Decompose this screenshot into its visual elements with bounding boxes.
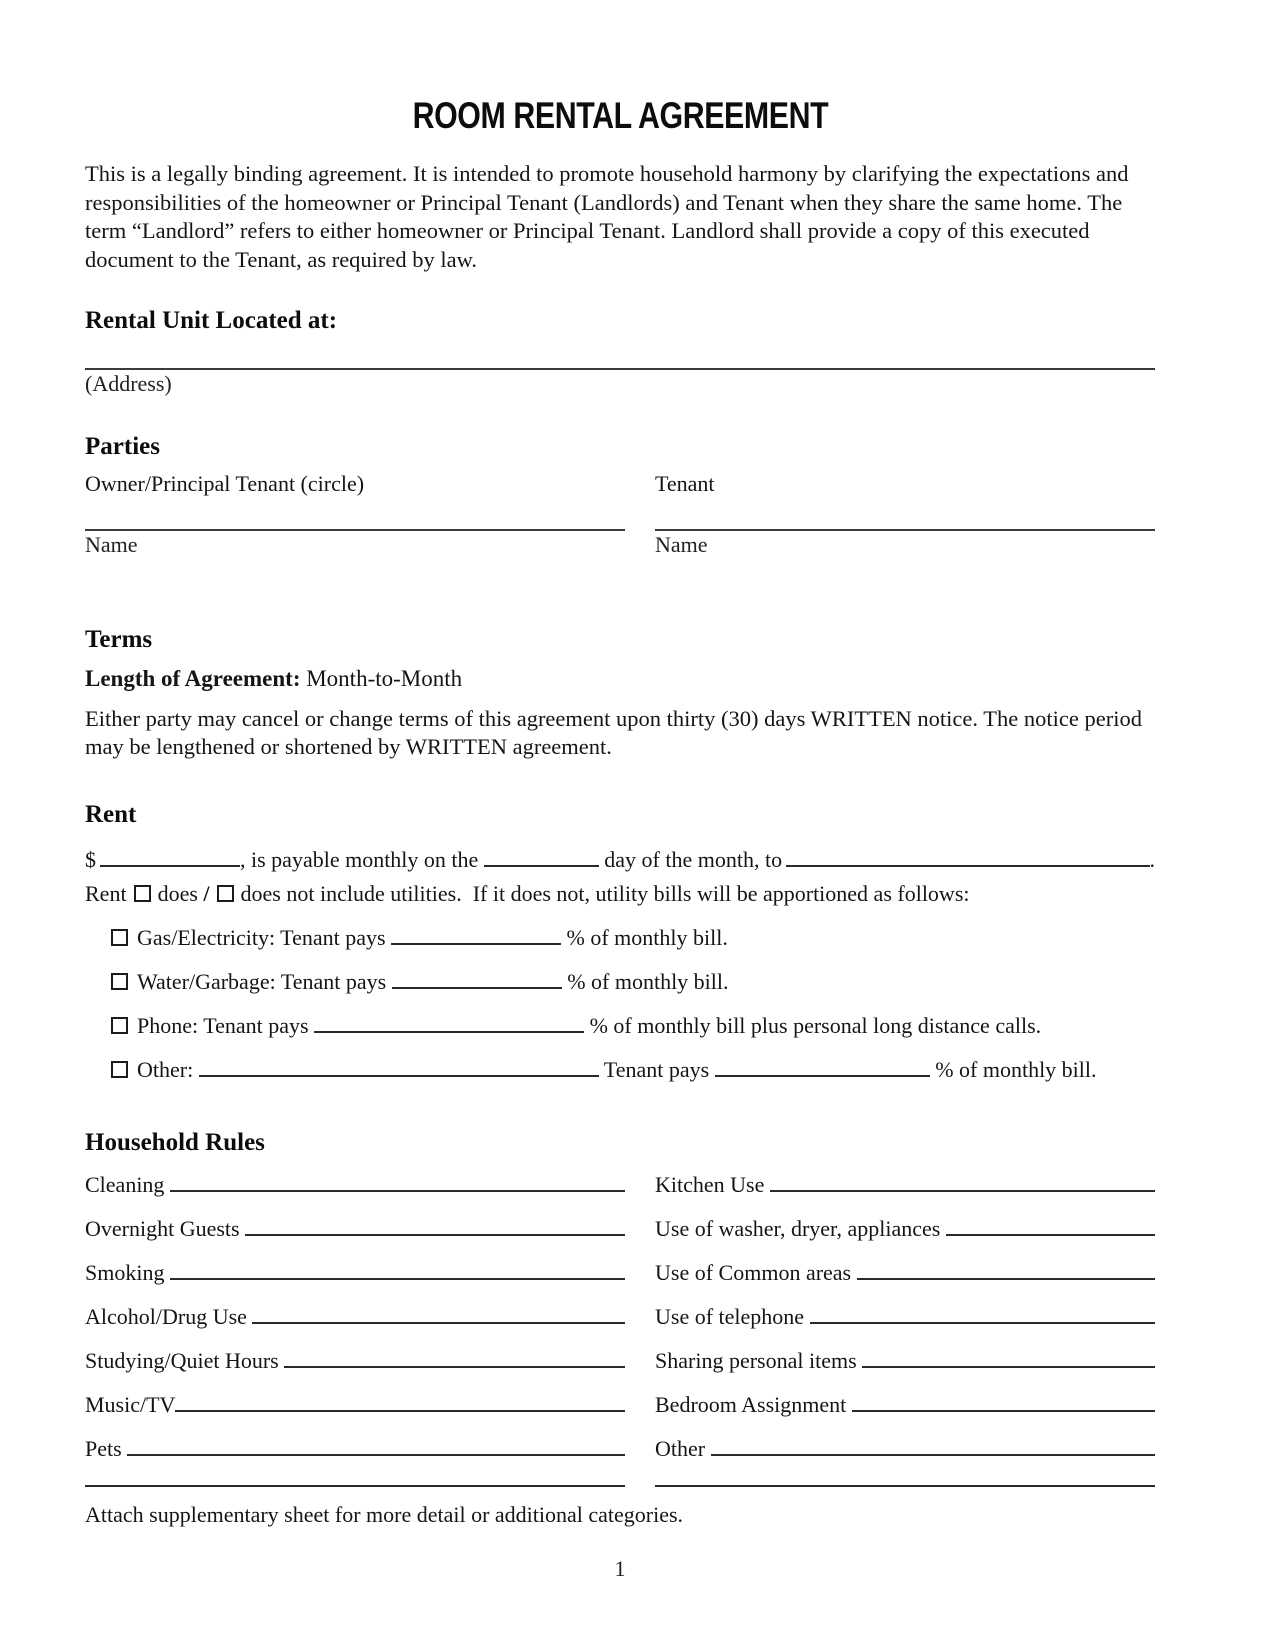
sharing-personal-items-label: Sharing personal items [655, 1347, 863, 1373]
sharing-personal-items-field[interactable] [862, 1366, 1155, 1368]
extra-lines-row [85, 1485, 1155, 1489]
household-row [85, 1435, 1155, 1459]
washer-dryer-appliances-field[interactable] [946, 1234, 1155, 1236]
tenant-label: Tenant [655, 471, 715, 496]
utilities-does-label: does [157, 880, 204, 906]
document-title: ROOM RENTAL AGREEMENT [412, 95, 828, 136]
utilities-slash: / [203, 880, 210, 906]
page-number: 1 [614, 1555, 626, 1581]
water-suffix: % of monthly bill. [561, 968, 729, 994]
household-rules-section [85, 1128, 1155, 1529]
party-labels-row [85, 470, 1155, 499]
rent-day-text: day of the month, to [598, 846, 783, 872]
telephone-use-label: Use of telephone [655, 1303, 810, 1329]
terms-heading: Terms [85, 625, 153, 653]
parties-heading: Parties [85, 433, 160, 460]
smoking-label: Smoking [85, 1259, 170, 1285]
rental-unit-heading: Rental Unit Located at: [85, 307, 338, 334]
name-lines-row [85, 499, 1155, 559]
column-gap [625, 1259, 655, 1283]
household-row [85, 1347, 1155, 1371]
phone-label: Phone: Tenant pays [137, 1012, 315, 1038]
length-label: Length of Agreement: [85, 665, 301, 691]
title-wrap [85, 96, 1155, 136]
other-suffix: % of monthly bill. [929, 1056, 1097, 1082]
washer-dryer-appliances-label: Use of washer, dryer, appliances [655, 1215, 946, 1241]
household-row [85, 1259, 1155, 1283]
other-rule-label: Other [655, 1435, 711, 1461]
utilities-prefix: Rent [85, 880, 127, 906]
kitchen-use-label: Kitchen Use [655, 1171, 770, 1197]
address-caption: (Address) [85, 371, 172, 396]
household-row [85, 1391, 1155, 1415]
intro-paragraph: This is a legally binding agreement. It is intended to promote household harmony by clarifying the expectations and responsibilities of the homeowner or Principal Tenant (Landlords) and Tenant when they share the same home. The term “Landlord” refers to either homeowner or Principal Tenant. Landlord shall provide a copy of this executed document to the Tenant, as required by law. [85, 161, 1129, 272]
column-gap [625, 1485, 655, 1489]
column-gap [625, 1435, 655, 1459]
smoking-field[interactable] [170, 1278, 625, 1280]
column-gap [625, 499, 655, 559]
alcohol-drug-use-field[interactable] [252, 1322, 625, 1324]
utility-item-other [111, 1056, 1155, 1080]
other-checkbox[interactable] [111, 1061, 128, 1078]
rent-payable-text: , is payable monthly on the [240, 846, 484, 872]
utilities-does-not-label: does not include utilities. If it does not, utility bills will be apportioned as follows: [240, 880, 970, 906]
utility-item-water [111, 968, 1155, 992]
utilities-line [85, 880, 1155, 904]
column-gap [625, 470, 655, 499]
rent-section [85, 800, 1155, 1080]
column-gap [625, 1171, 655, 1195]
water-label: Water/Garbage: Tenant pays [137, 968, 392, 994]
household-row [85, 1171, 1155, 1195]
phone-checkbox[interactable] [111, 1017, 128, 1034]
rent-amount-field[interactable] [100, 865, 240, 867]
extra-left-field[interactable] [85, 1485, 625, 1487]
common-areas-label: Use of Common areas [655, 1259, 857, 1285]
phone-suffix: % of monthly bill plus personal long distance calls. [584, 1012, 1042, 1038]
common-areas-field[interactable] [857, 1278, 1155, 1280]
rental-unit-section [85, 306, 1155, 398]
water-percent-field[interactable] [392, 987, 562, 989]
tenant-name-caption: Name [655, 531, 708, 557]
column-gap [625, 1347, 655, 1371]
utility-item-gas [111, 924, 1155, 948]
rent-does-not-checkbox[interactable] [217, 885, 234, 902]
gas-suffix: % of monthly bill. [561, 924, 728, 950]
length-of-agreement-line [85, 665, 1155, 693]
notice-paragraph: Either party may cancel or change terms of this agreement upon thirty (30) days WRITTEN notice. The notice period may be lengthened or shortened by WRITTEN agreement. [85, 705, 1142, 760]
parties-section [85, 432, 1155, 559]
telephone-use-field[interactable] [810, 1322, 1155, 1324]
studying-quiet-hours-label: Studying/Quiet Hours [85, 1347, 285, 1373]
terms-section [85, 625, 1155, 762]
column-gap [625, 1391, 655, 1415]
bedroom-assignment-field[interactable] [852, 1410, 1155, 1412]
gas-checkbox[interactable] [111, 929, 128, 946]
cleaning-field[interactable] [170, 1190, 625, 1192]
overnight-guests-label: Overnight Guests [85, 1215, 246, 1241]
other-rule-field[interactable] [711, 1454, 1155, 1456]
owner-label: Owner/Principal Tenant (circle) [85, 471, 365, 496]
other-description-field[interactable] [199, 1075, 599, 1077]
household-row [85, 1303, 1155, 1327]
rent-does-checkbox[interactable] [134, 885, 151, 902]
household-row [85, 1215, 1155, 1239]
rent-payee-field[interactable] [786, 865, 1149, 867]
phone-percent-field[interactable] [314, 1031, 584, 1033]
other-percent-field[interactable] [715, 1075, 930, 1077]
length-value: Month-to-Month [300, 665, 463, 691]
alcohol-drug-use-label: Alcohol/Drug Use [85, 1303, 253, 1329]
music-tv-field[interactable] [175, 1410, 625, 1412]
studying-quiet-hours-field[interactable] [284, 1366, 625, 1368]
other-mid: Tenant pays [598, 1056, 715, 1082]
utility-item-phone [111, 1012, 1155, 1036]
cleaning-label: Cleaning [85, 1171, 170, 1197]
gas-label: Gas/Electricity: Tenant pays [137, 924, 392, 950]
music-tv-label: Music/TV [85, 1391, 176, 1417]
bedroom-assignment-label: Bedroom Assignment [655, 1391, 852, 1417]
extra-right-field[interactable] [655, 1485, 1155, 1487]
pets-label: Pets [85, 1435, 128, 1461]
column-gap [625, 1303, 655, 1327]
overnight-guests-field[interactable] [245, 1234, 625, 1236]
column-gap [625, 1215, 655, 1239]
pets-field[interactable] [127, 1454, 625, 1456]
owner-name-caption: Name [85, 531, 138, 557]
kitchen-use-field[interactable] [770, 1190, 1155, 1192]
other-label: Other: [137, 1056, 199, 1082]
rent-sentence [85, 846, 1155, 870]
rent-heading: Rent [85, 800, 137, 828]
household-rules-heading: Household Rules [85, 1128, 265, 1156]
rent-sentence-end: . [1149, 846, 1155, 872]
rent-amount-prefix: $ [85, 846, 96, 872]
gas-percent-field[interactable] [391, 943, 561, 945]
supplementary-footnote: Attach supplementary sheet for more detail or additional categories. [85, 1501, 684, 1527]
rent-day-field[interactable] [484, 865, 599, 867]
water-checkbox[interactable] [111, 973, 128, 990]
